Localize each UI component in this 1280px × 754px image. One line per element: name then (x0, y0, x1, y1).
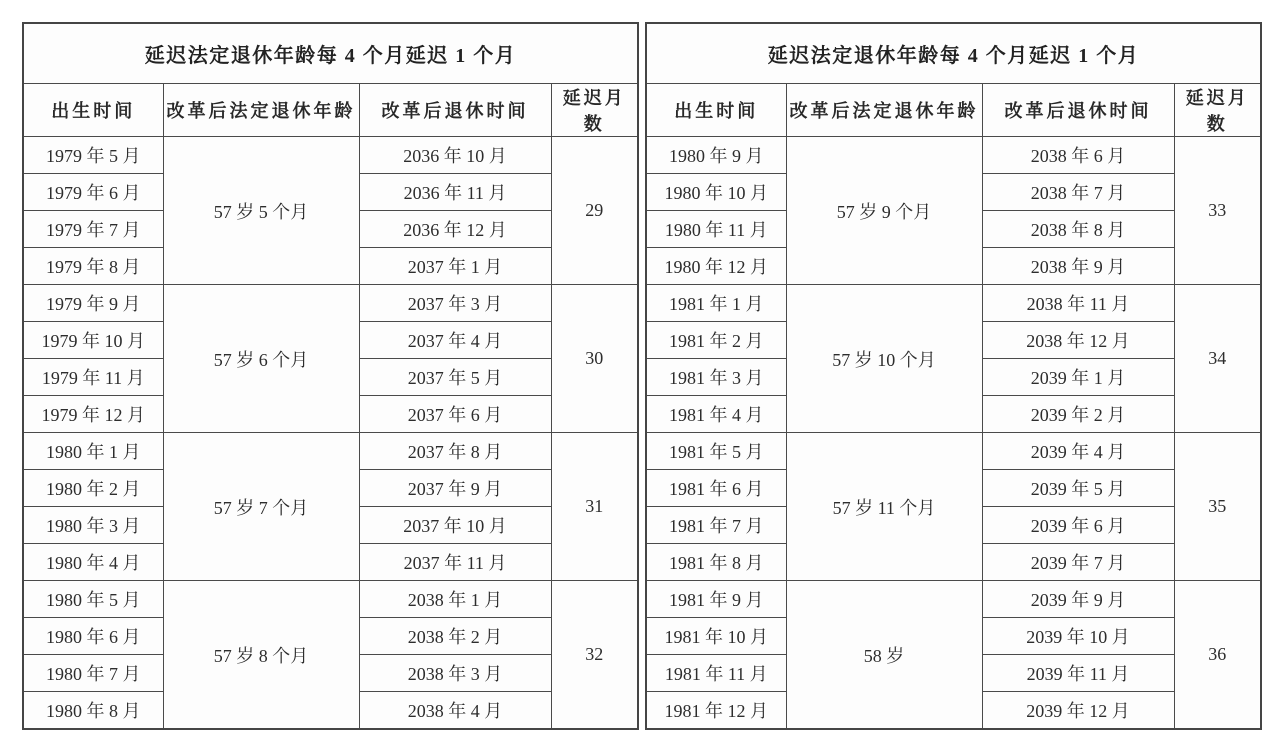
col-header-birth: 出生时间 (646, 84, 786, 137)
col-header-retire: 改革后退休时间 (982, 84, 1174, 137)
birth-cell: 1979 年 11 月 (23, 359, 163, 396)
delay-cell: 36 (1174, 581, 1261, 730)
birth-cell: 1980 年 11 月 (646, 211, 786, 248)
retire-cell: 2037 年 11 月 (359, 544, 551, 581)
retire-cell: 2037 年 9 月 (359, 470, 551, 507)
col-header-age: 改革后法定退休年龄 (163, 84, 359, 137)
retire-cell: 2038 年 12 月 (982, 322, 1174, 359)
birth-cell: 1981 年 11 月 (646, 655, 786, 692)
col-header-delay: 延迟月数 (1174, 84, 1261, 137)
retire-cell: 2037 年 6 月 (359, 396, 551, 433)
birth-cell: 1981 年 9 月 (646, 581, 786, 618)
delay-cell: 32 (551, 581, 638, 730)
birth-cell: 1981 年 10 月 (646, 618, 786, 655)
table-title-row (646, 23, 1261, 84)
retire-cell: 2036 年 12 月 (359, 211, 551, 248)
retire-cell: 2037 年 10 月 (359, 507, 551, 544)
retire-cell: 2038 年 4 月 (359, 692, 551, 730)
birth-cell: 1981 年 5 月 (646, 433, 786, 470)
table-row (23, 137, 638, 174)
birth-cell: 1979 年 5 月 (23, 137, 163, 174)
birth-cell: 1981 年 8 月 (646, 544, 786, 581)
table-row (646, 137, 1261, 174)
age-cell: 57 岁 10 个月 (786, 285, 982, 433)
birth-cell: 1981 年 3 月 (646, 359, 786, 396)
retire-cell: 2039 年 1 月 (982, 359, 1174, 396)
retire-cell: 2038 年 6 月 (982, 137, 1174, 174)
retirement-table-left (22, 22, 639, 730)
age-cell: 57 岁 9 个月 (786, 137, 982, 285)
retire-cell: 2038 年 11 月 (982, 285, 1174, 322)
table-row (646, 581, 1261, 618)
retire-cell: 2038 年 2 月 (359, 618, 551, 655)
birth-cell: 1979 年 12 月 (23, 396, 163, 433)
retire-cell: 2036 年 10 月 (359, 137, 551, 174)
retire-cell: 2037 年 5 月 (359, 359, 551, 396)
delay-cell: 33 (1174, 137, 1261, 285)
birth-cell: 1979 年 7 月 (23, 211, 163, 248)
birth-cell: 1980 年 9 月 (646, 137, 786, 174)
birth-cell: 1979 年 6 月 (23, 174, 163, 211)
birth-cell: 1981 年 7 月 (646, 507, 786, 544)
retire-cell: 2038 年 8 月 (982, 211, 1174, 248)
col-header-retire: 改革后退休时间 (359, 84, 551, 137)
birth-cell: 1981 年 4 月 (646, 396, 786, 433)
retire-cell: 2038 年 1 月 (359, 581, 551, 618)
birth-cell: 1979 年 9 月 (23, 285, 163, 322)
table-title: 延迟法定退休年龄每 4 个月延迟 1 个月 (23, 23, 638, 84)
retire-cell: 2039 年 11 月 (982, 655, 1174, 692)
table-title-row (23, 23, 638, 84)
birth-cell: 1980 年 6 月 (23, 618, 163, 655)
retire-cell: 2037 年 1 月 (359, 248, 551, 285)
retire-cell: 2037 年 4 月 (359, 322, 551, 359)
age-cell: 57 岁 11 个月 (786, 433, 982, 581)
retire-cell: 2036 年 11 月 (359, 174, 551, 211)
retire-cell: 2038 年 7 月 (982, 174, 1174, 211)
birth-cell: 1980 年 2 月 (23, 470, 163, 507)
birth-cell: 1981 年 1 月 (646, 285, 786, 322)
table-row (23, 433, 638, 470)
delay-cell: 35 (1174, 433, 1261, 581)
retire-cell: 2039 年 10 月 (982, 618, 1174, 655)
retire-cell: 2039 年 5 月 (982, 470, 1174, 507)
retire-cell: 2039 年 9 月 (982, 581, 1174, 618)
age-cell: 57 岁 8 个月 (163, 581, 359, 730)
col-header-birth: 出生时间 (23, 84, 163, 137)
age-cell: 57 岁 7 个月 (163, 433, 359, 581)
delay-cell: 31 (551, 433, 638, 581)
birth-cell: 1980 年 3 月 (23, 507, 163, 544)
col-header-delay: 延迟月数 (551, 84, 638, 137)
retire-cell: 2039 年 2 月 (982, 396, 1174, 433)
birth-cell: 1979 年 10 月 (23, 322, 163, 359)
retirement-schedule-page (22, 22, 1262, 730)
birth-cell: 1980 年 7 月 (23, 655, 163, 692)
age-cell: 57 岁 6 个月 (163, 285, 359, 433)
birth-cell: 1981 年 12 月 (646, 692, 786, 730)
delay-cell: 30 (551, 285, 638, 433)
birth-cell: 1980 年 8 月 (23, 692, 163, 730)
col-header-age: 改革后法定退休年龄 (786, 84, 982, 137)
table-row (23, 285, 638, 322)
age-cell: 57 岁 5 个月 (163, 137, 359, 285)
retire-cell: 2038 年 9 月 (982, 248, 1174, 285)
retire-cell: 2038 年 3 月 (359, 655, 551, 692)
table-header-row (646, 84, 1261, 137)
table-header-row (23, 84, 638, 137)
retirement-table-right (645, 22, 1262, 730)
retire-cell: 2039 年 4 月 (982, 433, 1174, 470)
birth-cell: 1980 年 5 月 (23, 581, 163, 618)
table-row (646, 433, 1261, 470)
birth-cell: 1981 年 2 月 (646, 322, 786, 359)
birth-cell: 1980 年 10 月 (646, 174, 786, 211)
birth-cell: 1980 年 4 月 (23, 544, 163, 581)
table-row (646, 285, 1261, 322)
birth-cell: 1979 年 8 月 (23, 248, 163, 285)
birth-cell: 1981 年 6 月 (646, 470, 786, 507)
retire-cell: 2037 年 8 月 (359, 433, 551, 470)
retire-cell: 2039 年 12 月 (982, 692, 1174, 730)
table-title: 延迟法定退休年龄每 4 个月延迟 1 个月 (646, 23, 1261, 84)
delay-cell: 34 (1174, 285, 1261, 433)
retire-cell: 2039 年 7 月 (982, 544, 1174, 581)
delay-cell: 29 (551, 137, 638, 285)
birth-cell: 1980 年 12 月 (646, 248, 786, 285)
age-cell: 58 岁 (786, 581, 982, 730)
retire-cell: 2037 年 3 月 (359, 285, 551, 322)
birth-cell: 1980 年 1 月 (23, 433, 163, 470)
table-row (23, 581, 638, 618)
retire-cell: 2039 年 6 月 (982, 507, 1174, 544)
